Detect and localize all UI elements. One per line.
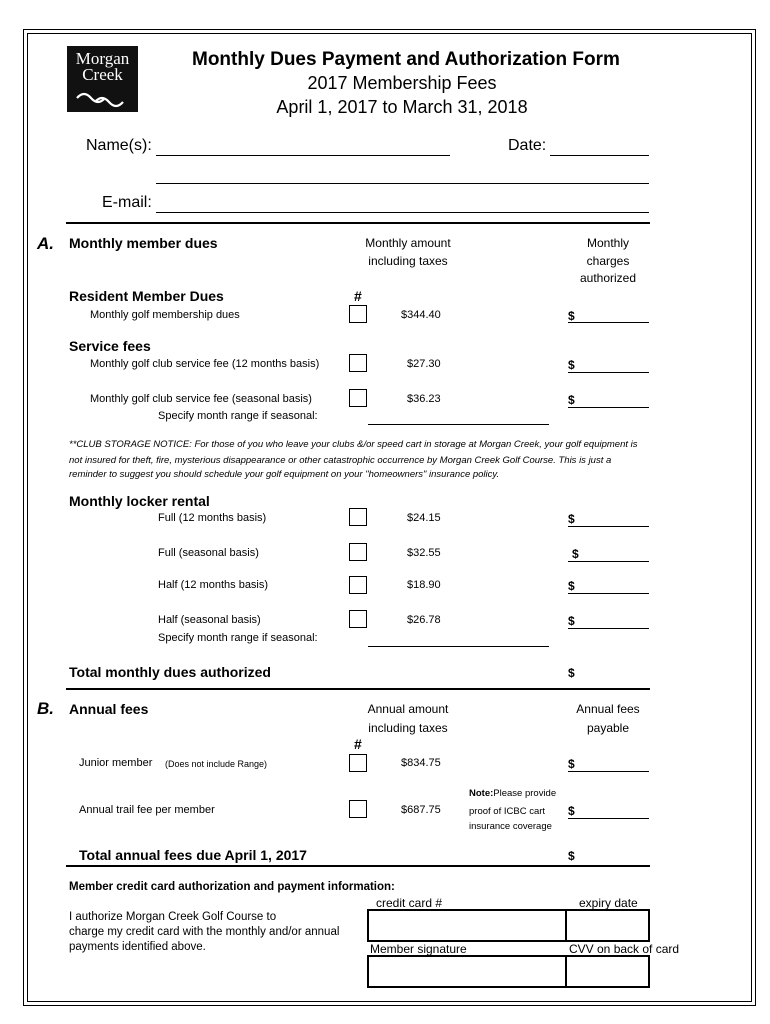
section-b-title: Annual fees — [69, 701, 149, 717]
total-monthly-dollar: $ — [568, 666, 575, 680]
credit-heading: Member credit card authorization and payment information: — [69, 881, 395, 893]
section-a-title: Monthly member dues — [69, 235, 218, 251]
annual-amount-header-1: Annual amount — [367, 702, 449, 716]
trail-fee-field[interactable] — [568, 818, 649, 819]
junior-amount: $834.75 — [401, 757, 441, 769]
card-expiry-divider — [565, 909, 567, 942]
card-number-field[interactable] — [367, 909, 650, 942]
junior-checkbox[interactable] — [349, 754, 367, 772]
note-line1 — [469, 788, 556, 799]
trail-fee-dollar: $ — [568, 804, 575, 818]
golf-dues-dollar: $ — [568, 309, 575, 323]
locker-heading: Monthly locker rental — [69, 493, 210, 509]
logo-line1: Morgan — [75, 49, 130, 68]
annual-payable-header-1: Annual fees — [576, 702, 640, 716]
locker-full-12-label: Full (12 months basis) — [158, 512, 267, 524]
section-b-letter: B. — [37, 699, 54, 718]
storage-notice-line3: reminder to suggest you should schedule your golf equipment on your "homeowners" insurance policy. — [69, 469, 500, 480]
form-title: Monthly Dues Payment and Authorization Form — [192, 49, 620, 70]
service-seasonal-label: Monthly golf club service fee (seasonal basis) — [90, 393, 312, 405]
logo-line2: Creek — [82, 65, 123, 84]
service-seasonal-checkbox[interactable] — [349, 389, 367, 407]
signature-cvv-divider — [565, 955, 567, 988]
service-12-checkbox[interactable] — [349, 354, 367, 372]
charges-header-2: charges — [586, 254, 630, 268]
email-label: E-mail: — [102, 194, 152, 211]
locker-full-seasonal-checkbox[interactable] — [349, 543, 367, 561]
locker-half-12-label: Half (12 months basis) — [158, 579, 269, 591]
golf-dues-label: Monthly golf membership dues — [90, 309, 240, 321]
junior-dollar: $ — [568, 757, 575, 771]
service-seasonal-field[interactable] — [568, 407, 649, 408]
expiry-label: expiry date — [579, 896, 638, 910]
locker-half-seasonal-label: Half (seasonal basis) — [158, 614, 261, 626]
morgan-creek-logo — [67, 46, 138, 112]
locker-half-seasonal-field[interactable] — [568, 628, 649, 629]
storage-notice-line1: **CLUB STORAGE NOTICE: For those of you who leave your clubs &/or speed cart in storage at Morgan Creek, your golf equipment is — [69, 439, 638, 450]
monthly-amount-header-2: including taxes — [368, 254, 448, 268]
locker-half-seasonal-amount: $26.78 — [407, 614, 441, 626]
locker-half-12-amount: $18.90 — [407, 579, 441, 591]
authorize-line2: charge my credit card with the monthly and/or annual — [69, 926, 340, 938]
service-12-label: Monthly golf club service fee (12 months basis) — [90, 358, 320, 370]
junior-field[interactable] — [568, 771, 649, 772]
signature-label: Member signature — [370, 942, 467, 956]
authorize-line1: I authorize Morgan Creek Golf Course to — [69, 911, 277, 923]
service-12-dollar: $ — [568, 358, 575, 372]
section-a-letter: A. — [37, 234, 54, 253]
signature-field[interactable] — [367, 955, 650, 988]
locker-full-seasonal-label: Full (seasonal basis) — [158, 547, 259, 559]
annual-amount-header-2: including taxes — [368, 721, 448, 735]
annual-quantity-hash: # — [354, 736, 362, 752]
form-period: April 1, 2017 to March 31, 2018 — [276, 97, 528, 117]
locker-full-12-checkbox[interactable] — [349, 508, 367, 526]
quantity-hash: # — [354, 288, 362, 304]
locker-full-seasonal-amount: $32.55 — [407, 547, 441, 559]
resident-heading: Resident Member Dues — [69, 288, 224, 304]
cvv-label: CVV on back of card — [569, 942, 680, 956]
date-label: Date: — [508, 137, 547, 154]
service-12-amount: $27.30 — [407, 358, 441, 370]
locker-half-seasonal-dollar: $ — [568, 614, 575, 628]
form-subtitle: 2017 Membership Fees — [307, 73, 497, 93]
total-monthly-label: Total monthly dues authorized — [69, 664, 271, 680]
service-month-range-field[interactable] — [368, 424, 549, 425]
annual-payable-header-2: payable — [586, 721, 630, 735]
section-divider-b — [66, 688, 650, 690]
locker-half-seasonal-checkbox[interactable] — [349, 610, 367, 628]
total-annual-dollar: $ — [568, 849, 575, 863]
locker-half-12-dollar: $ — [568, 579, 575, 593]
monthly-amount-header-1: Monthly amount — [365, 236, 451, 250]
section-divider-credit — [66, 865, 650, 867]
service-heading: Service fees — [69, 338, 151, 354]
golf-dues-amount: $344.40 — [401, 309, 441, 321]
service-seasonal-dollar: $ — [568, 393, 575, 407]
email-field[interactable] — [156, 212, 649, 213]
wave-icon — [75, 88, 131, 108]
locker-full-12-dollar: $ — [568, 512, 575, 526]
locker-half-12-field[interactable] — [568, 593, 649, 594]
service-12-field[interactable] — [568, 372, 649, 373]
locker-full-12-field[interactable] — [568, 526, 649, 527]
names-label: Name(s): — [86, 137, 152, 154]
section-divider-a — [66, 222, 650, 224]
charges-header-3: authorized — [579, 271, 637, 285]
service-specify-label: Specify month range if seasonal: — [158, 410, 318, 422]
total-annual-label: Total annual fees due April 1, 2017 — [79, 847, 307, 863]
trail-fee-label: Annual trail fee per member — [79, 804, 215, 816]
junior-label: Junior member — [79, 757, 153, 769]
charges-header-1: Monthly — [586, 236, 630, 250]
junior-note: (Does not include Range) — [165, 759, 268, 769]
trail-fee-amount: $687.75 — [401, 804, 441, 816]
golf-dues-checkbox[interactable] — [349, 305, 367, 323]
authorize-line3: payments identified above. — [69, 941, 206, 953]
names-field-line2[interactable] — [156, 183, 649, 184]
names-field[interactable] — [156, 155, 450, 156]
note-line2: proof of ICBC cart — [469, 806, 546, 817]
trail-fee-checkbox[interactable] — [349, 800, 367, 818]
service-seasonal-amount: $36.23 — [407, 393, 441, 405]
locker-month-range-field[interactable] — [368, 646, 549, 647]
note-line3: insurance coverage — [469, 821, 552, 832]
locker-full-seasonal-field[interactable] — [568, 561, 649, 562]
golf-dues-field[interactable] — [568, 322, 649, 323]
date-field[interactable] — [550, 155, 649, 156]
locker-full-seasonal-dollar: $ — [572, 547, 579, 561]
locker-specify-label: Specify month range if seasonal: — [158, 632, 318, 644]
storage-notice-line2: not insured for theft, fire, mysterious disappearance or other catastrophic occurrence by Morgan Creek Golf Course. This is just a — [69, 455, 612, 466]
note-text-1: Please provide — [493, 788, 557, 799]
note-bold: Note: — [469, 788, 494, 799]
locker-half-12-checkbox[interactable] — [349, 576, 367, 594]
card-number-label: credit card # — [376, 896, 443, 910]
locker-full-12-amount: $24.15 — [407, 512, 441, 524]
